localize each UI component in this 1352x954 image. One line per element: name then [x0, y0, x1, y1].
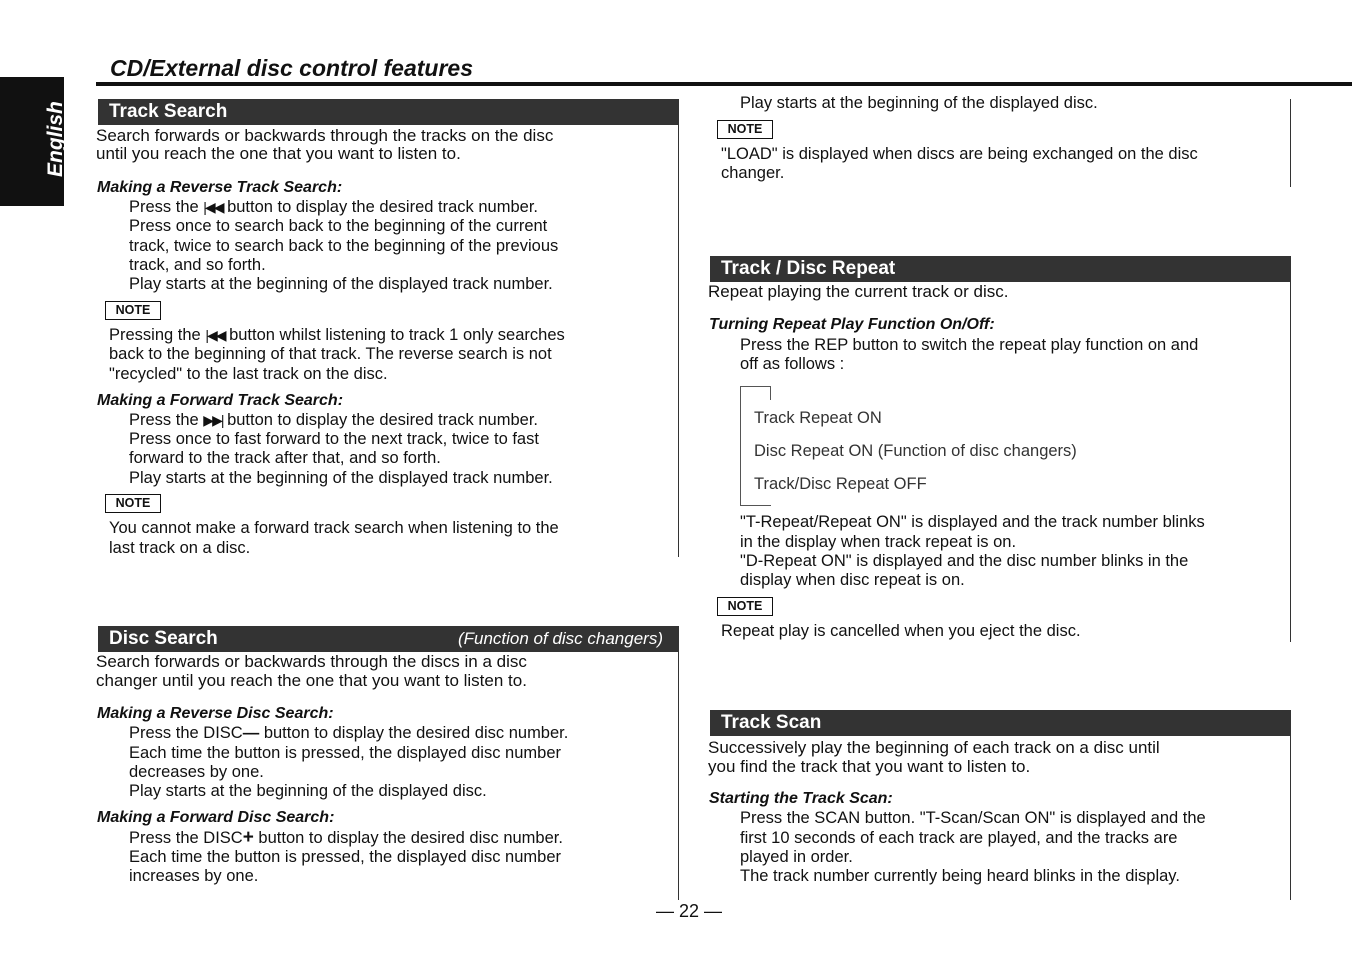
track-search-header-line [98, 124, 679, 125]
reverse-disc-line-1b: button to display the desired disc number. [263, 724, 569, 742]
reverse-disc-line-1a: Press the DISC [129, 724, 243, 742]
reverse-track-line-1b: button to display the desired track number. [227, 198, 538, 216]
reverse-track-line-5: Play starts at the beginning of the displayed track number. [129, 275, 553, 293]
repeat-display-line-4: display when disc repeat is on. [740, 571, 965, 589]
repeat-option-1: Track Repeat ON [754, 409, 882, 427]
track-disc-repeat-header [710, 256, 1291, 281]
forward-track-line-1b: button to display the desired track number. [227, 411, 538, 429]
track-scan-title: Track Scan [721, 712, 822, 733]
note-badge: NOTE [717, 597, 773, 616]
forward-disc-search-title: Making a Forward Disc Search: [97, 809, 335, 826]
reverse-note-line-1 [109, 326, 565, 345]
scan-header-line [710, 735, 1291, 736]
scan-line-2: first 10 seconds of each track are played, and the tracks are [740, 829, 1178, 847]
right-column-rule-1 [1290, 99, 1291, 187]
disc-note-line-2: changer. [721, 164, 785, 182]
left-column-rule-lower [678, 626, 679, 900]
scan-sub-title: Starting the Track Scan: [709, 790, 893, 807]
forward-disc-line-1b: button to display the desired disc number. [258, 829, 563, 847]
title-rule [96, 82, 1352, 86]
track-disc-repeat-title: Track / Disc Repeat [721, 258, 896, 279]
reverse-track-line-1 [129, 198, 538, 217]
track-search-title: Track Search [109, 101, 228, 122]
skip-back-icon: |◀◀ [205, 327, 225, 343]
repeat-display-line-1: "T-Repeat/Repeat ON" is displayed and the track number blinks [740, 513, 1205, 531]
reverse-track-line-2: Press once to search back to the beginning of the current [129, 217, 548, 235]
reverse-disc-line-1 [129, 724, 568, 743]
forward-disc-line-1a: Press the DISC [129, 829, 243, 847]
forward-disc-line-3: increases by one. [129, 867, 259, 885]
language-label: English [44, 101, 67, 177]
repeat-line-2: off as follows : [740, 355, 845, 373]
forward-note-line-1: You cannot make a forward track search when listening to the [109, 519, 559, 537]
track-search-header [98, 99, 679, 124]
page-number: — 22 — [656, 901, 723, 921]
repeat-display-line-3: "D-Repeat ON" is displayed and the disc number blinks in the [740, 552, 1189, 570]
reverse-disc-line-3: decreases by one. [129, 763, 264, 781]
disc-search-title: Disc Search [109, 628, 218, 649]
right-column-rule-2 [1290, 256, 1291, 642]
forward-track-search-title: Making a Forward Track Search: [97, 392, 344, 409]
repeat-sub-title: Turning Repeat Play Function On/Off: [709, 316, 995, 333]
reverse-note-line-1b: button whilst listening to track 1 only searches [229, 326, 565, 344]
track-search-intro-1: Search forwards or backwards through the tracks on the disc [96, 126, 554, 145]
reverse-note-line-3: "recycled" to the last track on the disc. [109, 365, 388, 383]
page-title: CD/External disc control features [110, 55, 473, 81]
disc-search-intro-1: Search forwards or backwards through the discs in a disc [96, 652, 527, 671]
forward-track-line-4: Play starts at the beginning of the displayed track number. [129, 469, 553, 487]
repeat-intro: Repeat playing the current track or disc. [708, 282, 1009, 301]
repeat-option-3: Track/Disc Repeat OFF [754, 475, 927, 493]
note-badge: NOTE [105, 494, 161, 513]
reverse-track-line-1a: Press the [129, 198, 204, 216]
disc-search-intro-2: changer until you reach the one that you want to listen to. [96, 671, 527, 690]
forward-track-line-3: forward to the track after that, and so forth. [129, 449, 441, 467]
note-badge: NOTE [717, 120, 773, 139]
cycle-bracket-top-tick [770, 386, 771, 400]
skip-back-icon: |◀◀ [203, 199, 223, 215]
reverse-disc-line-4: Play starts at the beginning of the displayed disc. [129, 782, 487, 800]
forward-disc-line-2: Each time the button is pressed, the displayed disc number [129, 848, 561, 866]
repeat-display-line-2: in the display when track repeat is on. [740, 533, 1017, 551]
repeat-option-2: Disc Repeat ON (Function of disc changers) [754, 442, 1077, 460]
forward-track-line-1a: Press the [129, 411, 204, 429]
right-column-rule-3 [1290, 710, 1291, 900]
disc-search-subtitle: (Function of disc changers) [457, 629, 663, 648]
scan-line-1: Press the SCAN button. "T-Scan/Scan ON" is displayed and the [740, 809, 1206, 827]
scan-intro-1: Successively play the beginning of each track on a disc until [708, 738, 1160, 757]
left-column-rule-upper [678, 99, 679, 557]
reverse-note-line-1a: Pressing the [109, 326, 206, 344]
language-tab [0, 77, 67, 206]
track-scan-header [710, 710, 1291, 735]
note-badge: NOTE [105, 301, 161, 320]
forward-track-line-1 [129, 411, 538, 430]
track-search-intro-2: until you reach the one that you want to listen to. [96, 144, 461, 163]
reverse-note-line-2: back to the beginning of that track. The reverse search is not [109, 345, 552, 363]
plus-icon: + [242, 827, 254, 848]
repeat-line-1: Press the REP button to switch the repeat play function on and [740, 336, 1199, 354]
forward-disc-line-1 [129, 828, 563, 848]
forward-note-line-2: last track on a disc. [109, 539, 251, 557]
skip-forward-icon: ▶▶| [203, 412, 223, 428]
minus-icon: — [242, 724, 260, 742]
repeat-note: Repeat play is cancelled when you eject the disc. [721, 622, 1081, 640]
disc-note-line-1: "LOAD" is displayed when discs are being exchanged on the disc [721, 145, 1198, 163]
scan-line-3: played in order. [740, 848, 853, 866]
disc-search-header [98, 626, 679, 651]
reverse-track-search-title: Making a Reverse Track Search: [97, 179, 343, 196]
reverse-track-line-4: track, and so forth. [129, 256, 266, 274]
disc-continued-line: Play starts at the beginning of the displayed disc. [740, 94, 1098, 112]
reverse-disc-line-2: Each time the button is pressed, the displayed disc number [129, 744, 561, 762]
scan-line-4: The track number currently being heard blinks in the display. [740, 867, 1180, 885]
reverse-track-line-3: track, twice to search back to the beginning of the previous [129, 237, 559, 255]
reverse-disc-search-title: Making a Reverse Disc Search: [97, 705, 334, 722]
scan-intro-2: you find the track that you want to listen to. [708, 757, 1031, 776]
forward-track-line-2: Press once to fast forward to the next track, twice to fast [129, 430, 539, 448]
